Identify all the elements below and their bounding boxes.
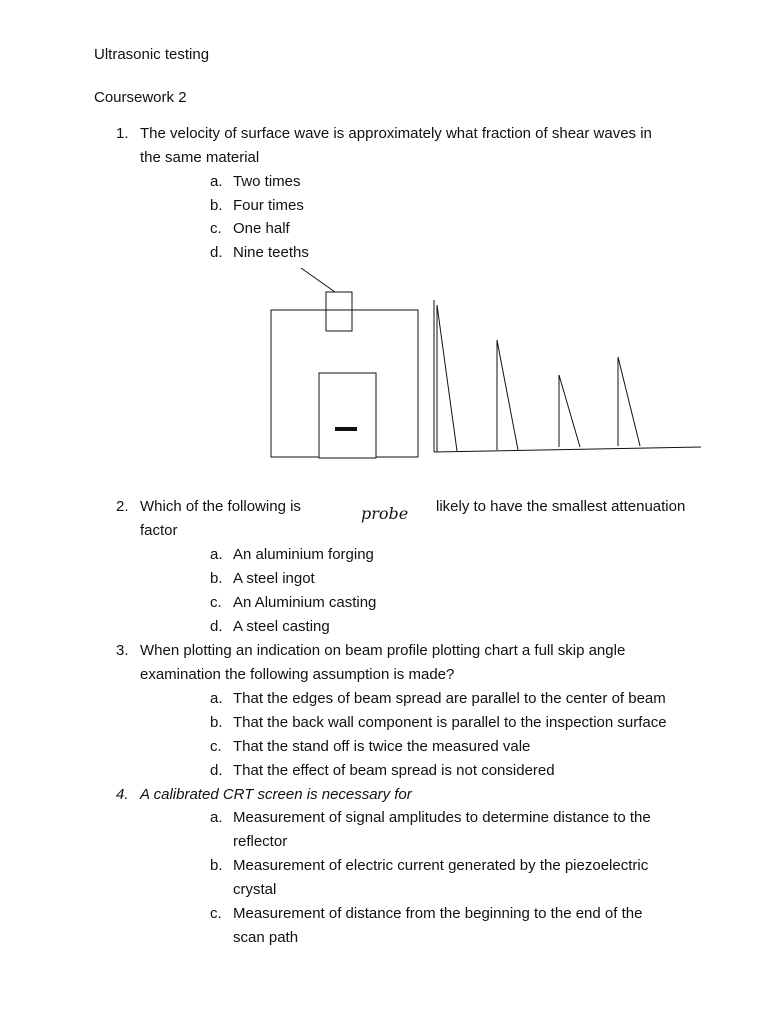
probe: [326, 292, 352, 331]
question-number: 1.: [116, 125, 129, 142]
option-letter: c.: [210, 905, 222, 922]
signal-peak-3: [559, 375, 580, 447]
signal-peak-1: [437, 305, 457, 452]
option-text: That the edges of beam spread are parallel to the center of beam: [233, 690, 666, 707]
document-subtitle: Coursework 2: [94, 89, 187, 106]
option-letter: d.: [210, 618, 223, 635]
ultrasonic-diagram: [260, 260, 710, 470]
question-number: 2.: [116, 498, 129, 515]
option-letter: d.: [210, 762, 223, 779]
option-text: reflector: [233, 833, 288, 850]
option-letter: a.: [210, 809, 223, 826]
option-letter: b.: [210, 570, 223, 587]
question-text-line: factor: [140, 522, 178, 539]
question-number: 4.: [116, 786, 129, 803]
question-text-line: When plotting an indication on beam profile plotting chart a full skip angle: [140, 642, 626, 659]
option-letter: b.: [210, 197, 223, 214]
option-text: crystal: [233, 881, 277, 898]
question-text-line: examination the following assumption is made?: [140, 666, 455, 683]
signal-peak-2: [497, 340, 518, 450]
a-scan-display: [434, 300, 701, 452]
signal-peak-4: [618, 357, 640, 446]
option-letter: a.: [210, 546, 223, 563]
a-scan-baseline: [434, 447, 701, 452]
option-letter: c.: [210, 594, 222, 611]
option-text: A steel ingot: [233, 570, 315, 587]
option-text: That the stand off is twice the measured vale: [233, 738, 531, 755]
option-letter: b.: [210, 857, 223, 874]
option-text: Measurement of signal amplitudes to determine distance to the: [233, 809, 651, 826]
probe-leader-line: [301, 268, 335, 292]
question-text-line: likely to have the smallest attenuation: [436, 498, 686, 515]
option-text: That the back wall component is parallel to the inspection surface: [233, 714, 667, 731]
inner-component: [319, 373, 376, 458]
option-text: Four times: [233, 197, 304, 214]
question-number: 3.: [116, 642, 129, 659]
option-text: That the effect of beam spread is not considered: [233, 762, 555, 779]
probe-label: probe: [361, 504, 409, 523]
option-letter: c.: [210, 738, 222, 755]
option-letter: d.: [210, 244, 223, 261]
option-text: Nine teeths: [233, 244, 309, 261]
option-letter: a.: [210, 690, 223, 707]
option-text: Two times: [233, 173, 301, 190]
option-text: scan path: [233, 929, 299, 946]
option-text: Measurement of electric current generated by the piezoelectric: [233, 857, 649, 874]
question-text-line: Which of the following is: [140, 498, 301, 515]
defect-indicator: [335, 427, 357, 431]
question-text-line: the same material: [140, 149, 260, 166]
option-text: One half: [233, 220, 290, 237]
option-text: An Aluminium casting: [233, 594, 377, 611]
option-letter: c.: [210, 220, 222, 237]
question-text-line: The velocity of surface wave is approximately what fraction of shear waves in: [140, 125, 652, 142]
option-text: A steel casting: [233, 618, 330, 635]
option-text: An aluminium forging: [233, 546, 374, 563]
document-title: Ultrasonic testing: [94, 46, 210, 63]
option-letter: a.: [210, 173, 223, 190]
option-letter: b.: [210, 714, 223, 731]
question-text-line: A calibrated CRT screen is necessary for: [140, 786, 412, 803]
option-text: Measurement of distance from the beginning to the end of the: [233, 905, 643, 922]
